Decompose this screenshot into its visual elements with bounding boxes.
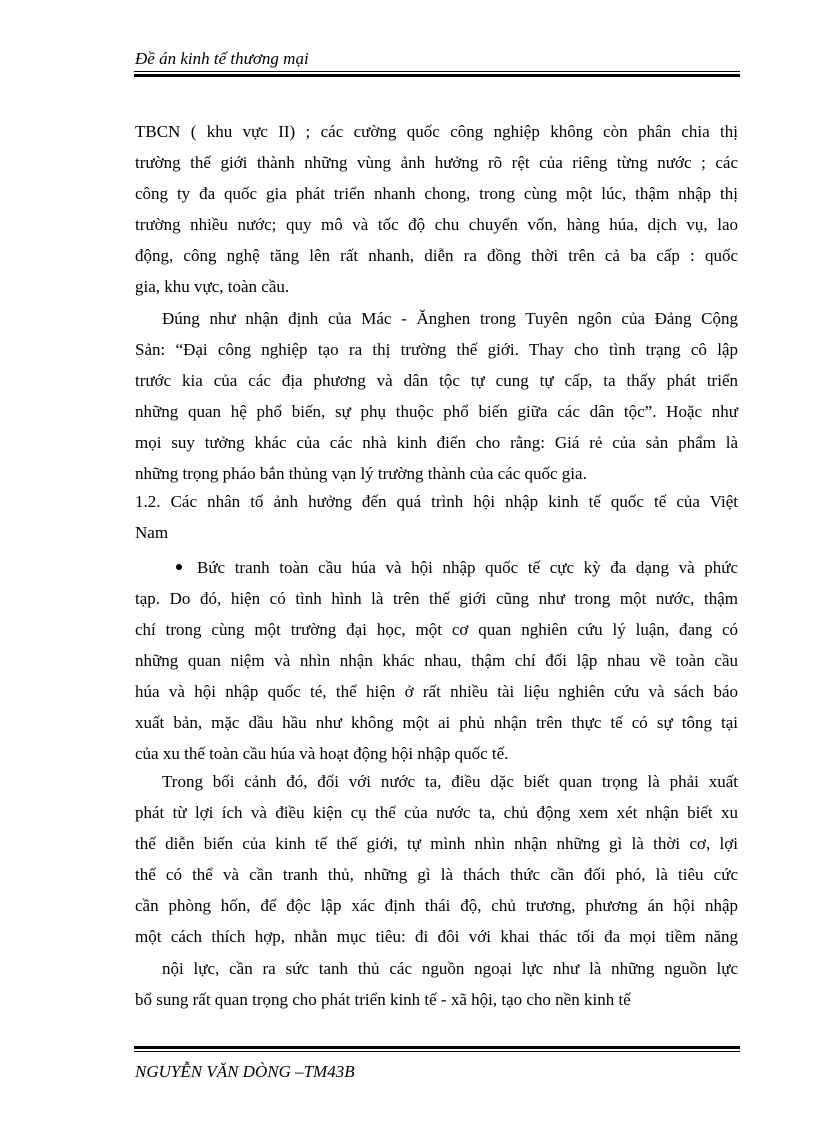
body-line: những quan hệ phổ biến, sự phụ thuộc phổ biến giữa các dân tộc”. Hoặc như [135,402,738,421]
body-line: cần phòng hốn, để độc lập xác định thái độ, chủ trương, phương án hội nhập [135,896,738,915]
body-line: công ty đa quốc gia phát triển nhanh chong, trong cùng một lúc, thậm nhập thị [135,184,738,203]
body-line: động, công nghệ tăng lên rất nhanh, diễn ra đồng thời trên cả ba cấp : quốc [135,246,738,265]
section-heading-line: Nam [135,523,169,542]
body-line: những trọng pháo bắn thủng vạn lý trường thành của các quốc gia. [135,464,587,483]
body-line: húa và hội nhập quốc té, thể hiện ở rất nhiều tài liệu nghiên cứu và sách báo [135,682,738,701]
body-line: Sản: “Đại công nghiệp tạo ra thị trường thế giới. Thay cho tình trạng cô lập [135,340,738,359]
body-line: Trong bối cảnh đó, đối với nước ta, điều dặc biết quan trọng là phải xuất [162,772,738,791]
body-line: mọi suy tưởng khác của các nhà kinh điển cho rằng: Giá rẻ của sản phẩm là [135,433,738,452]
body-line: những quan niệm và nhìn nhận khác nhau, thậm chí đối lập nhau về toàn cầu [135,651,738,670]
body-line: Đúng như nhận định của Mác - Ănghen trong Tuyên ngôn của Đảng Cộng [162,309,738,328]
header-rule-thick [134,74,740,77]
footer-rule-thick [134,1046,740,1049]
body-line: của xu thế toàn cầu húa và hoạt động hội nhập quốc tế. [135,744,509,763]
body-line: TBCN ( khu vực II) ; các cường quốc công nghiệp không còn phân chia thị [135,122,738,141]
body-line: phát từ lợi ích và điều kiện cụ thể của nước ta, chủ động xem xét nhận biết xu [135,803,738,822]
body-line: trường nhiều nước; quy mô và tốc độ chu chuyển vốn, hàng húa, dịch vụ, lao [135,215,738,234]
bullet-icon [176,564,182,570]
footer-rule-thin [134,1051,740,1052]
body-line: một cách thích hợp, nhằn mục tiêu: đi đôi với khai thác tối đa mọi tiềm năng [135,927,738,946]
body-line: xuất bản, mặc dầu hầu như không một ai phủ nhận trên thực tế có sự tông tại [135,713,738,732]
section-heading-line: 1.2. Các nhân tố ảnh hưởng đến quá trình hội nhập kinh tế quốc tế của Việt [135,492,738,511]
body-line: thế có thể và cần tranh thủ, những gì là thách thức cần đối phó, là tiêu cức [135,865,738,884]
body-line: bổ sung rất quan trọng cho phát triển kinh tế - xã hội, tạo cho nền kinh tế [135,990,631,1009]
body-line: trước kia của các địa phương và dân tộc tự cung tự cấp, ta thấy phát triển [135,371,738,390]
header-title: Đề án kinh tế thương mại [135,49,309,68]
body-line: tạp. Do đó, hiện có tình hình là trên thế giới cũng như trong một nước, thậm [135,589,738,608]
header-rule-thin [134,71,740,72]
body-line: chí trong cùng một trường đại học, một cơ quan nghiên cứu lý luận, đang có [135,620,738,639]
body-line: thế diễn biến của kinh tế thế giới, tự mình nhìn nhận những gì là thời cơ, lợi [135,834,738,853]
footer-author: NGUYỄN VĂN DÒNG –TM43B [135,1062,355,1081]
body-line: trường thế giới thành những vùng ảnh hưởng rõ rệt của riêng từng nước ; các [135,153,738,172]
body-line: gia, khu vực, toàn cầu. [135,277,290,296]
body-line: nội lực, cần ra sức tanh thủ các nguồn ngoại lực như là những nguồn lực [162,959,738,978]
body-line: Bức tranh toàn cầu húa và hội nhập quốc tế cực kỳ đa dạng và phức [197,558,738,577]
